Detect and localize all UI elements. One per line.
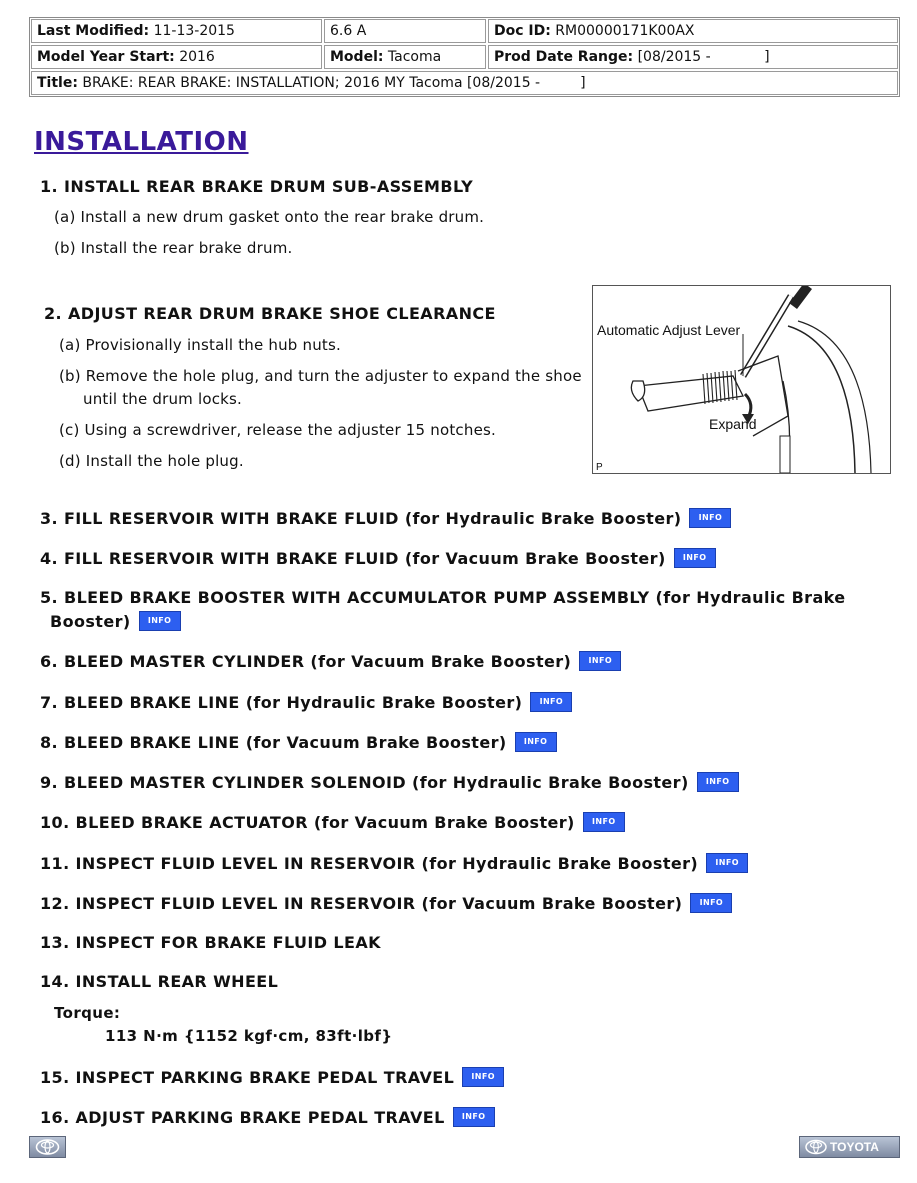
version-value: 6.6 A	[330, 23, 367, 39]
adjuster-end	[631, 381, 644, 401]
step-6-text: 6. BLEED MASTER CYLINDER (for Vacuum Brake Booster)	[40, 652, 572, 671]
step-2d-text: (d) Install the hole plug.	[59, 452, 244, 470]
lever-label: Automatic Adjust Lever	[597, 322, 741, 338]
header-row-1	[31, 19, 898, 43]
toyota-brand-text: TOYOTA	[830, 1140, 879, 1154]
prod-date-value: [08/2015 - ]	[637, 49, 770, 65]
torque-label: Torque:	[54, 1004, 121, 1022]
page-title: INSTALLATION	[34, 127, 249, 157]
model-label: Model:	[330, 49, 384, 65]
step-5-heading: 5. BLEED BRAKE BOOSTER WITH ACCUMULATOR PUMP ASSEMBLY (for Hydraulic Brake	[40, 588, 846, 607]
step-7-heading	[40, 693, 572, 714]
step-2b-text: (b) Remove the hole plug, and turn the adjuster to expand the shoe	[59, 367, 582, 385]
last-modified-label: Last Modified:	[37, 23, 150, 39]
step-3-heading	[40, 509, 731, 530]
doc-id-cell	[488, 19, 898, 43]
brake-shoe-edge	[780, 436, 790, 473]
step-10-info-button[interactable]: INFO	[583, 812, 625, 832]
model-year-label: Model Year Start:	[37, 49, 175, 65]
torque-value: 113 N·m {1152 kgf·cm, 83ft·lbf}	[105, 1027, 393, 1045]
step-6-info-button[interactable]: INFO	[579, 651, 621, 671]
toyota-logo-right	[799, 1136, 900, 1158]
model-year-cell	[31, 45, 322, 69]
step-2b-text-continued: until the drum locks.	[83, 390, 243, 408]
step-13-heading: 13. INSPECT FOR BRAKE FLUID LEAK	[40, 933, 381, 952]
prod-date-label: Prod Date Range:	[494, 49, 634, 65]
step-4-text: 4. FILL RESERVOIR WITH BRAKE FLUID (for Vacuum Brake Booster)	[40, 549, 666, 568]
step-16-info-button[interactable]: INFO	[453, 1107, 495, 1127]
step-4-info-button[interactable]: INFO	[674, 548, 716, 568]
adjust-lever-illustration	[592, 285, 891, 474]
header-row-2	[31, 45, 898, 69]
screwdriver-handle	[793, 286, 808, 306]
step-9-info-button[interactable]: INFO	[697, 772, 739, 792]
toyota-emblem-icon	[30, 1137, 65, 1157]
toyota-logo-left	[29, 1136, 66, 1158]
doc-id-label: Doc ID:	[494, 23, 551, 39]
expand-label: Expand	[709, 416, 757, 432]
step-3-text: 3. FILL RESERVOIR WITH BRAKE FLUID (for Hydraulic Brake Booster)	[40, 509, 682, 528]
step-12-heading	[40, 894, 732, 915]
step-2c-text: (c) Using a screwdriver, release the adjuster 15 notches.	[59, 421, 496, 439]
step-12-text: 12. INSPECT FLUID LEVEL IN RESERVOIR (for Vacuum Brake Booster)	[40, 894, 683, 913]
version-cell	[324, 19, 486, 43]
step-1a-text: (a) Install a new drum gasket onto the rear brake drum.	[54, 208, 485, 226]
step-5-heading-continued	[50, 612, 181, 633]
drum-outline-inner	[798, 321, 871, 473]
step-5-text: Booster)	[50, 612, 131, 631]
step-11-info-button[interactable]: INFO	[706, 853, 748, 873]
step-6-heading	[40, 652, 621, 673]
step-5-info-button[interactable]: INFO	[139, 611, 181, 631]
step-14-heading: 14. INSTALL REAR WHEEL	[40, 972, 279, 991]
step-1b-text: (b) Install the rear brake drum.	[54, 239, 293, 257]
step-9-text: 9. BLEED MASTER CYLINDER SOLENOID (for Hydraulic Brake Booster)	[40, 773, 689, 792]
step-7-text: 7. BLEED BRAKE LINE (for Hydraulic Brake Booster)	[40, 693, 523, 712]
step-3-info-button[interactable]: INFO	[689, 508, 731, 528]
step-15-info-button[interactable]: INFO	[462, 1067, 504, 1087]
model-value: Tacoma	[387, 49, 442, 65]
toyota-emblem-icon	[804, 1138, 828, 1156]
title-value: BRAKE: REAR BRAKE: INSTALLATION; 2016 MY Tacoma [08/2015 - ]	[82, 75, 586, 91]
step-8-info-button[interactable]: INFO	[515, 732, 557, 752]
step-1-heading: 1. INSTALL REAR BRAKE DRUM SUB-ASSEMBLY	[40, 177, 474, 196]
model-cell	[324, 45, 486, 69]
step-2-heading: 2. ADJUST REAR DRUM BRAKE SHOE CLEARANCE	[44, 304, 496, 323]
step-11-heading	[40, 854, 748, 875]
title-label: Title:	[37, 75, 78, 91]
step-10-text: 10. BLEED BRAKE ACTUATOR (for Vacuum Brake Booster)	[40, 813, 575, 832]
step-8-text: 8. BLEED BRAKE LINE (for Vacuum Brake Booster)	[40, 733, 507, 752]
step-12-info-button[interactable]: INFO	[690, 893, 732, 913]
step-2a-text: (a) Provisionally install the hub nuts.	[59, 336, 341, 354]
step-15-heading	[40, 1068, 504, 1089]
model-year-value: 2016	[179, 49, 215, 65]
step-11-text: 11. INSPECT FLUID LEVEL IN RESERVOIR (for Hydraulic Brake Booster)	[40, 854, 699, 873]
document-header-table	[29, 17, 900, 97]
last-modified-value: 11-13-2015	[153, 23, 235, 39]
doc-id-value: RM00000171K00AX	[555, 23, 695, 39]
brake-drum-diagram	[593, 286, 890, 473]
drum-outline-outer	[788, 326, 855, 473]
step-8-heading	[40, 733, 557, 754]
figure-code: P	[596, 462, 603, 473]
header-row-3	[31, 71, 898, 95]
title-cell	[31, 71, 898, 95]
step-10-heading	[40, 813, 625, 834]
step-16-text: 16. ADJUST PARKING BRAKE PEDAL TRAVEL	[40, 1108, 445, 1127]
last-modified-cell	[31, 19, 322, 43]
step-15-text: 15. INSPECT PARKING BRAKE PEDAL TRAVEL	[40, 1068, 455, 1087]
step-4-heading	[40, 549, 716, 570]
prod-date-cell	[488, 45, 898, 69]
step-9-heading	[40, 773, 739, 794]
step-16-heading	[40, 1108, 495, 1129]
step-7-info-button[interactable]: INFO	[530, 692, 572, 712]
